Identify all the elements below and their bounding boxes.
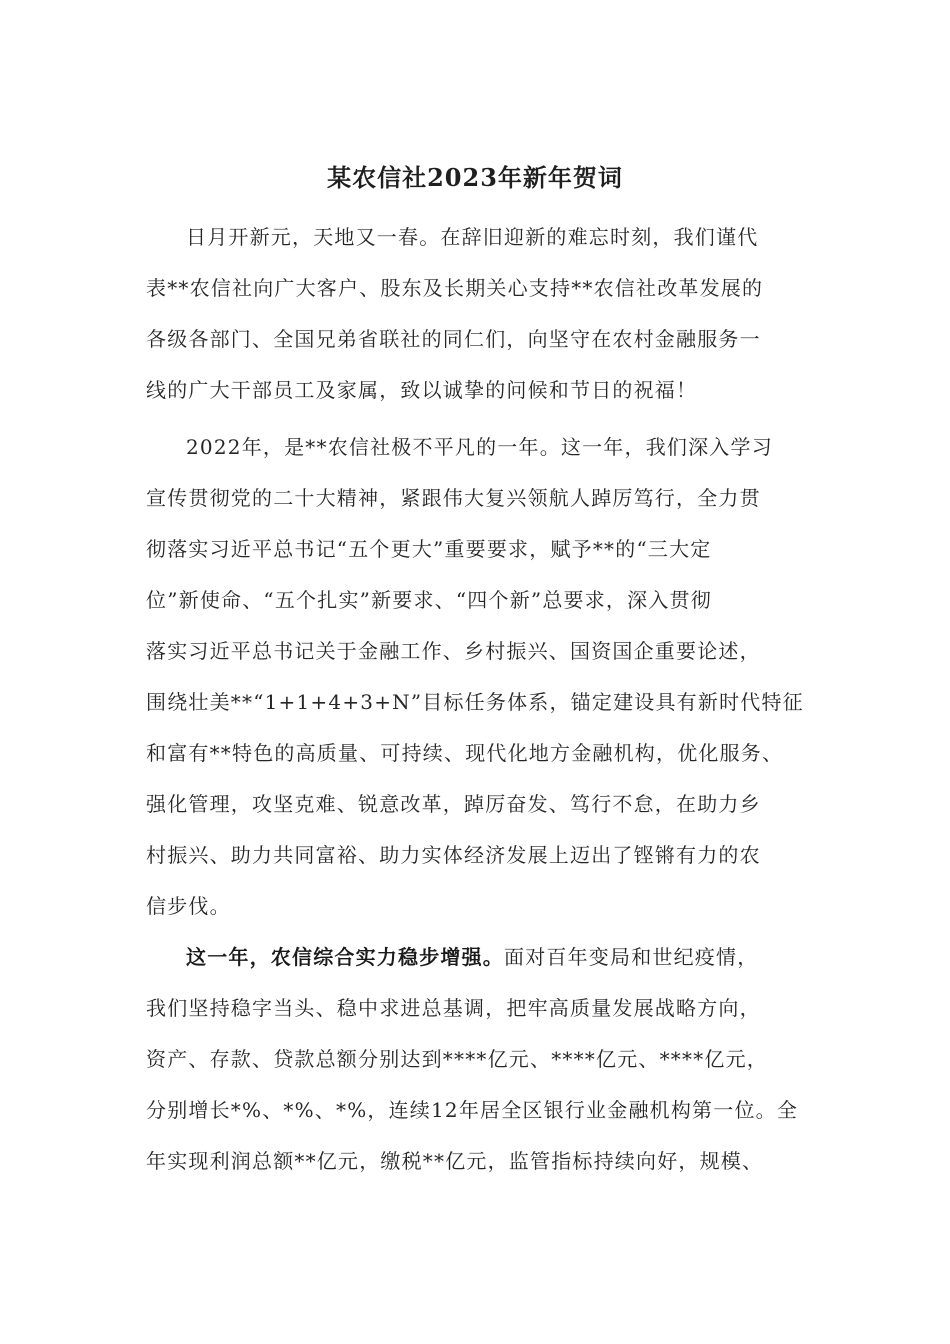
paragraph-line: 表**农信社向广大客户、股东及长期关心支持**农信社改革发展的	[146, 276, 764, 300]
paragraph-strength	[146, 932, 816, 1187]
paragraph-line: 村振兴、助力共同富裕、助力实体经济发展上迈出了铿锵有力的农	[146, 843, 761, 867]
paragraph-line: 信步伐。	[146, 894, 231, 918]
paragraph-line: 落实习近平总书记关于金融工作、乡村振兴、国资国企重要论述，	[146, 639, 761, 663]
paragraph-line: 彻落实习近平总书记“五个更大”重要要求，赋予**的“三大定	[146, 537, 712, 561]
paragraph-lead-heading: 这一年，农信综合实力稳步增强。	[186, 945, 504, 969]
paragraph-line: 分别增长*%、*%、*%，连续12年居全区银行业金融机构第一位。全	[146, 1098, 799, 1122]
paragraph-line: 强化管理，攻坚克难、锐意改革，踔厉奋发、笃行不怠，在助力乡	[146, 792, 761, 816]
paragraph-line: 各级各部门、全国兄弟省联社的同仁们，向坚守在农村金融服务一	[146, 327, 761, 351]
paragraph-greeting	[146, 212, 816, 416]
paragraph-line	[146, 932, 816, 983]
document-title: 某农信社2023年新年贺词	[327, 163, 623, 192]
paragraph-line: 日月开新元，天地又一春。在辞旧迎新的难忘时刻，我们谨代	[186, 225, 759, 249]
paragraph-line: 资产、存款、贷款总额分别达到****亿元、****亿元、****亿元，	[146, 1047, 768, 1071]
paragraph-line: 位”新使命、“五个扎实”新要求、“四个新”总要求，深入贯彻	[146, 588, 712, 612]
paragraph-lead-rest: 面对百年变局和世纪疫情，	[504, 945, 759, 969]
paragraph-line: 2022年，是**农信社极不平凡的一年。这一年，我们深入学习	[186, 435, 773, 459]
paragraph-review-2022	[146, 422, 816, 932]
paragraph-line: 线的广大干部员工及家属，致以诚挚的问候和节日的祝福！	[146, 378, 698, 402]
paragraph-line: 年实现利润总额**亿元，缴税**亿元，监管指标持续向好，规模、	[146, 1149, 764, 1173]
paragraph-line: 宣传贯彻党的二十大精神，紧跟伟大复兴领航人踔厉笃行，全力贯	[146, 486, 761, 510]
paragraph-line: 和富有**特色的高质量、可持续、现代化地方金融机构，优化服务、	[146, 741, 784, 765]
paragraph-line: 围绕壮美**“1+1+4+3+N”目标任务体系，锚定建设具有新时代特征	[146, 690, 804, 714]
paragraph-line: 我们坚持稳字当头、稳中求进总基调，把牢高质量发展战略方向，	[146, 996, 761, 1020]
